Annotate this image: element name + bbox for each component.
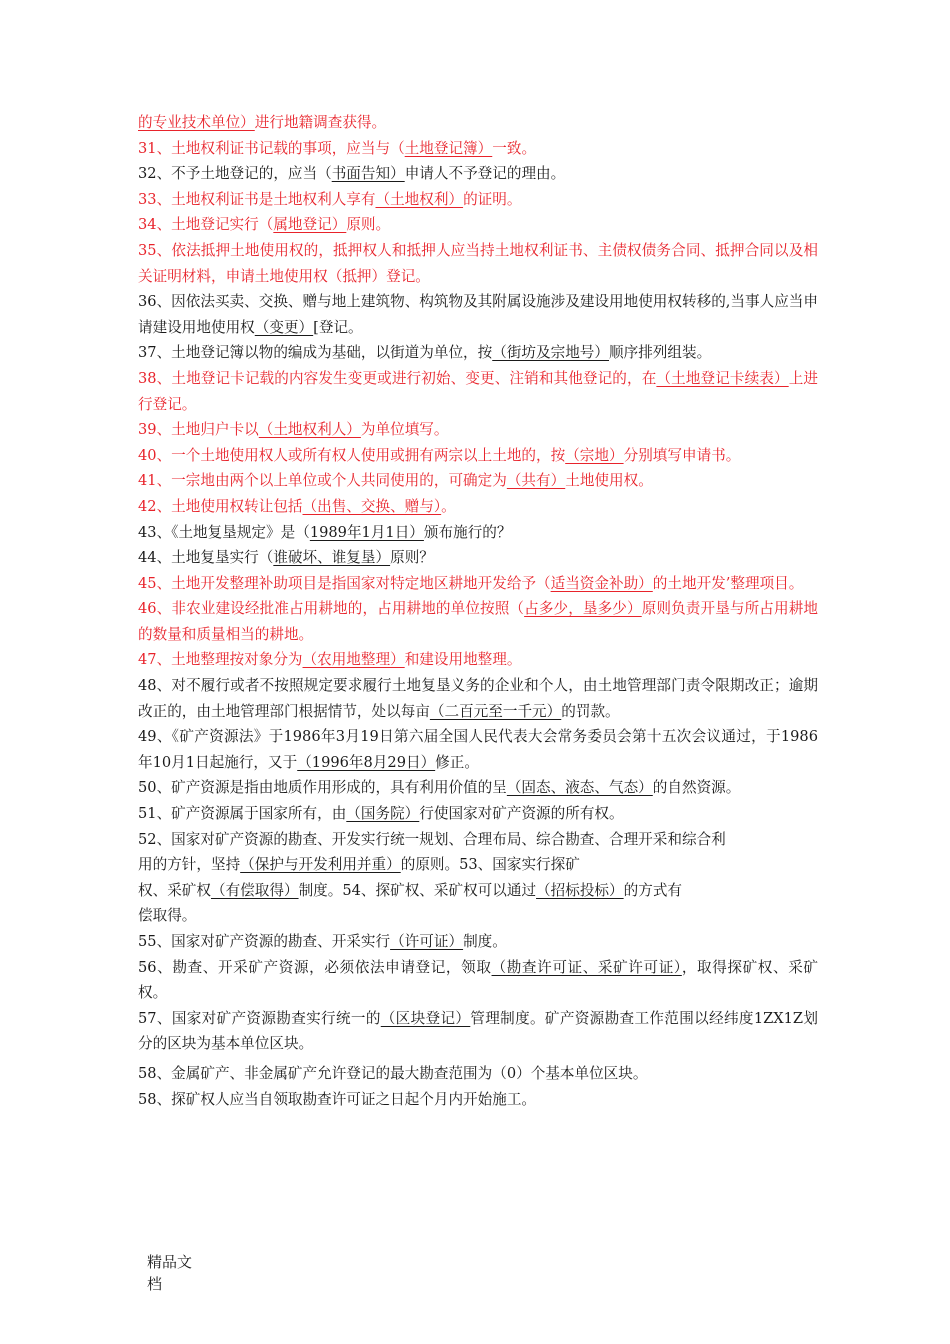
list-item	[138, 443, 818, 469]
answer-text: （保护与开发利用并重）	[240, 856, 401, 874]
question-text: 管理制度。矿产资源勘查工作范围以经纬度1ZX1Z划分的区块为基本单位区块。	[138, 1009, 818, 1053]
list-item	[138, 827, 818, 853]
list-item	[138, 110, 818, 136]
question-text: 颁布施行的？	[423, 523, 512, 541]
question-text: 55、国家对矿产资源的勘查、开采实行	[138, 933, 391, 950]
list-item	[138, 903, 818, 929]
answer-text: （出售、交换、赠与）	[302, 497, 442, 515]
question-text: 41、一宗地由两个以上单位或个人共同使用的，可确定为	[138, 472, 507, 490]
question-text: 原则负责开垦与所占用耕地的数量和质量相当的耕地。	[138, 600, 818, 643]
answer-text: （有偿取得）	[210, 881, 299, 899]
answer-text: （二百元至一千元）	[429, 702, 562, 720]
list-item	[138, 289, 818, 340]
question-text: 权、采矿权	[138, 881, 211, 899]
list-item	[138, 520, 818, 546]
question-text: 39、土地归户卡以	[138, 421, 259, 439]
answer-text: （招标投标）	[536, 881, 624, 899]
footer-line-2: 档	[147, 1275, 163, 1293]
question-text: 48、对不履行或者不按照规定要求履行土地复垦义务的企业和个人，由土地管理部门责令限期改正；逾期改正的，由土地管理部门根据情节，处以每亩	[138, 677, 818, 720]
answer-text: 属地登记）	[273, 216, 347, 234]
question-text: 的土地开发’整理项目。	[652, 574, 804, 592]
question-text: 原则。	[346, 216, 391, 234]
answer-text: （许可证）	[390, 933, 464, 950]
question-text: 偿取得。	[138, 907, 197, 925]
question-text: 49、《矿产资源法》于1986年3月19日第六届全国人民代表大会常务委员会第十五次会议通过，于1986年10月1日起施行，又于	[138, 728, 818, 771]
question-text: 的方式有	[623, 881, 683, 899]
question-text: 50、矿产资源是指由地质作用形成的，具有利用价值的呈	[138, 779, 507, 797]
list-item	[138, 647, 818, 673]
list-item	[138, 136, 818, 162]
question-text: 制度。	[463, 933, 507, 950]
list-item	[138, 238, 818, 289]
question-text: [登记。	[313, 318, 363, 336]
question-text: 的证明。	[463, 190, 522, 208]
question-text: 56、勘查、开采矿产资源，必须依法申请登记，领取	[138, 958, 492, 976]
question-text: 修正。	[435, 753, 479, 771]
list-item	[138, 852, 818, 878]
question-text: 34、土地登记实行（	[138, 216, 274, 234]
question-text: 用的方针，坚持	[138, 856, 241, 874]
question-text: 制度。54、探矿权、采矿权可以通过	[298, 881, 537, 899]
question-text: 上进行登记。	[138, 369, 818, 413]
question-text: 33、土地权利证书是土地权利人享有	[138, 190, 376, 208]
list-item	[138, 417, 818, 443]
list-item	[138, 161, 818, 187]
list-item	[138, 929, 818, 955]
question-text: 的自然资源。	[652, 779, 741, 797]
answer-text: 占多少，垦多少）	[524, 600, 642, 618]
list-item	[138, 366, 818, 417]
question-text: 43、《土地复垦规定》是（	[138, 523, 310, 541]
answer-text: （国务院）	[346, 805, 420, 823]
question-text: 46、非农业建设经批准占用耕地的，占用耕地的单位按照（	[138, 600, 525, 618]
answer-text: （宗地）	[565, 446, 624, 464]
footer-line-1: 精品文	[147, 1253, 193, 1271]
list-item	[138, 801, 818, 827]
answer-text: （固态、液态、气态）	[506, 779, 653, 797]
list-item	[138, 673, 818, 724]
question-text: 37、土地登记簿以物的编成为基础，以街道为单位，按	[138, 344, 493, 362]
answer-text: 的专业技术单位）	[138, 114, 255, 131]
answer-text: （土地权利）	[375, 190, 464, 208]
answer-text: 土地登记簿）	[404, 139, 493, 157]
question-text: 。	[441, 497, 456, 515]
question-text: 40、一个土地使用权人或所有权人使用或拥有两宗以上土地的，按	[138, 446, 566, 464]
question-text: 31、土地权利证书记载的事项，应当与（	[138, 139, 405, 157]
question-text: 51、矿产资源属于国家所有，由	[138, 805, 347, 823]
answer-text: （土地登记卡续表）	[656, 369, 789, 387]
list-item	[138, 1006, 818, 1057]
answer-text: 适当资金补助）	[550, 574, 653, 592]
question-text: 和建设用地整理。	[404, 651, 522, 669]
list-item	[138, 724, 818, 775]
question-text: 35、依法抵押土地使用权的，抵押权人和抵押人应当持土地权利证书、主债权债务合同、抵押合同以及相关证明材料，申请土地使用权（抵押）登记。	[138, 241, 818, 285]
list-item	[138, 571, 818, 597]
question-text: 38、土地登记卡记载的内容发生变更或进行初始、变更、注销和其他登记的，在	[138, 369, 657, 387]
answer-text: （土地权利人）	[258, 421, 361, 439]
question-text: 行使国家对矿产资源的所有权。	[419, 805, 624, 823]
list-item	[138, 187, 818, 213]
document-body	[138, 110, 818, 1112]
answer-text: 书面告知）	[331, 165, 405, 183]
question-text: 52、国家对矿产资源的勘查、开发实行统一规划、合理布局、综合勘查、合理开采和综合利	[138, 830, 726, 848]
answer-text: （共有）	[506, 472, 566, 490]
list-item	[138, 212, 818, 238]
list-item	[138, 545, 818, 571]
question-text: 为单位填写。	[360, 421, 449, 439]
list-item	[138, 494, 818, 520]
question-text: 一致。	[492, 139, 537, 157]
question-text: 44、土地复垦实行（	[138, 549, 274, 567]
list-item	[138, 878, 818, 904]
answer-text: （区块登记）	[380, 1009, 471, 1027]
answer-text: （变更）	[254, 318, 314, 336]
question-text: 58、探矿权人应当自领取勘查许可证之日起个月内开始施工。	[138, 1090, 537, 1108]
question-text: 进行地籍调查获得。	[254, 114, 387, 131]
list-item	[138, 340, 818, 366]
answer-text: 1989年1月1日）	[309, 523, 424, 541]
question-text: 47、土地整理按对象分为	[138, 651, 303, 669]
question-text: 36、因依法买卖、交换、赠与地上建筑物、构筑物及其附属设施涉及建设用地使用权转移的,当事人应当申请建设用地使用权	[138, 293, 818, 336]
question-text: 土地使用权。	[565, 472, 653, 490]
footer-watermark	[147, 1251, 227, 1295]
list-item	[138, 596, 818, 647]
answer-text: 谁破坏、谁复垦）	[273, 549, 391, 567]
answer-text: （农用地整理）	[302, 651, 405, 669]
list-item	[138, 1087, 818, 1113]
list-item	[138, 775, 818, 801]
question-text: 57、国家对矿产资源勘查实行统一的	[138, 1009, 381, 1027]
list-item	[138, 955, 818, 1006]
question-text: 32、不予土地登记的，应当（	[138, 165, 332, 183]
question-text: 的罚款。	[561, 702, 620, 720]
question-text: 45、土地开发整理补助项目是指国家对特定地区耕地开发给予（	[138, 574, 551, 592]
question-text: 申请人不予登记的理由。	[404, 165, 566, 183]
list-item	[138, 1061, 818, 1087]
answer-text: （1996年8月29日）	[297, 753, 436, 771]
question-text: 原则？	[390, 549, 434, 567]
question-text: ，取得探矿权、采矿权。	[138, 958, 818, 1002]
answer-text: （勘查许可证、采矿许可证）	[491, 958, 682, 976]
question-text: 58、金属矿产、非金属矿产允许登记的最大勘查范围为（0）个基本单位区块。	[138, 1064, 648, 1082]
question-text: 分别填写申请书。	[623, 446, 741, 464]
answer-text: （街坊及宗地号）	[492, 344, 609, 362]
question-text: 的原则。53、国家实行探矿	[400, 856, 580, 874]
question-text: 42、土地使用权转让包括	[138, 497, 303, 515]
question-text: 顺序排列组装。	[609, 344, 712, 362]
list-item	[138, 468, 818, 494]
